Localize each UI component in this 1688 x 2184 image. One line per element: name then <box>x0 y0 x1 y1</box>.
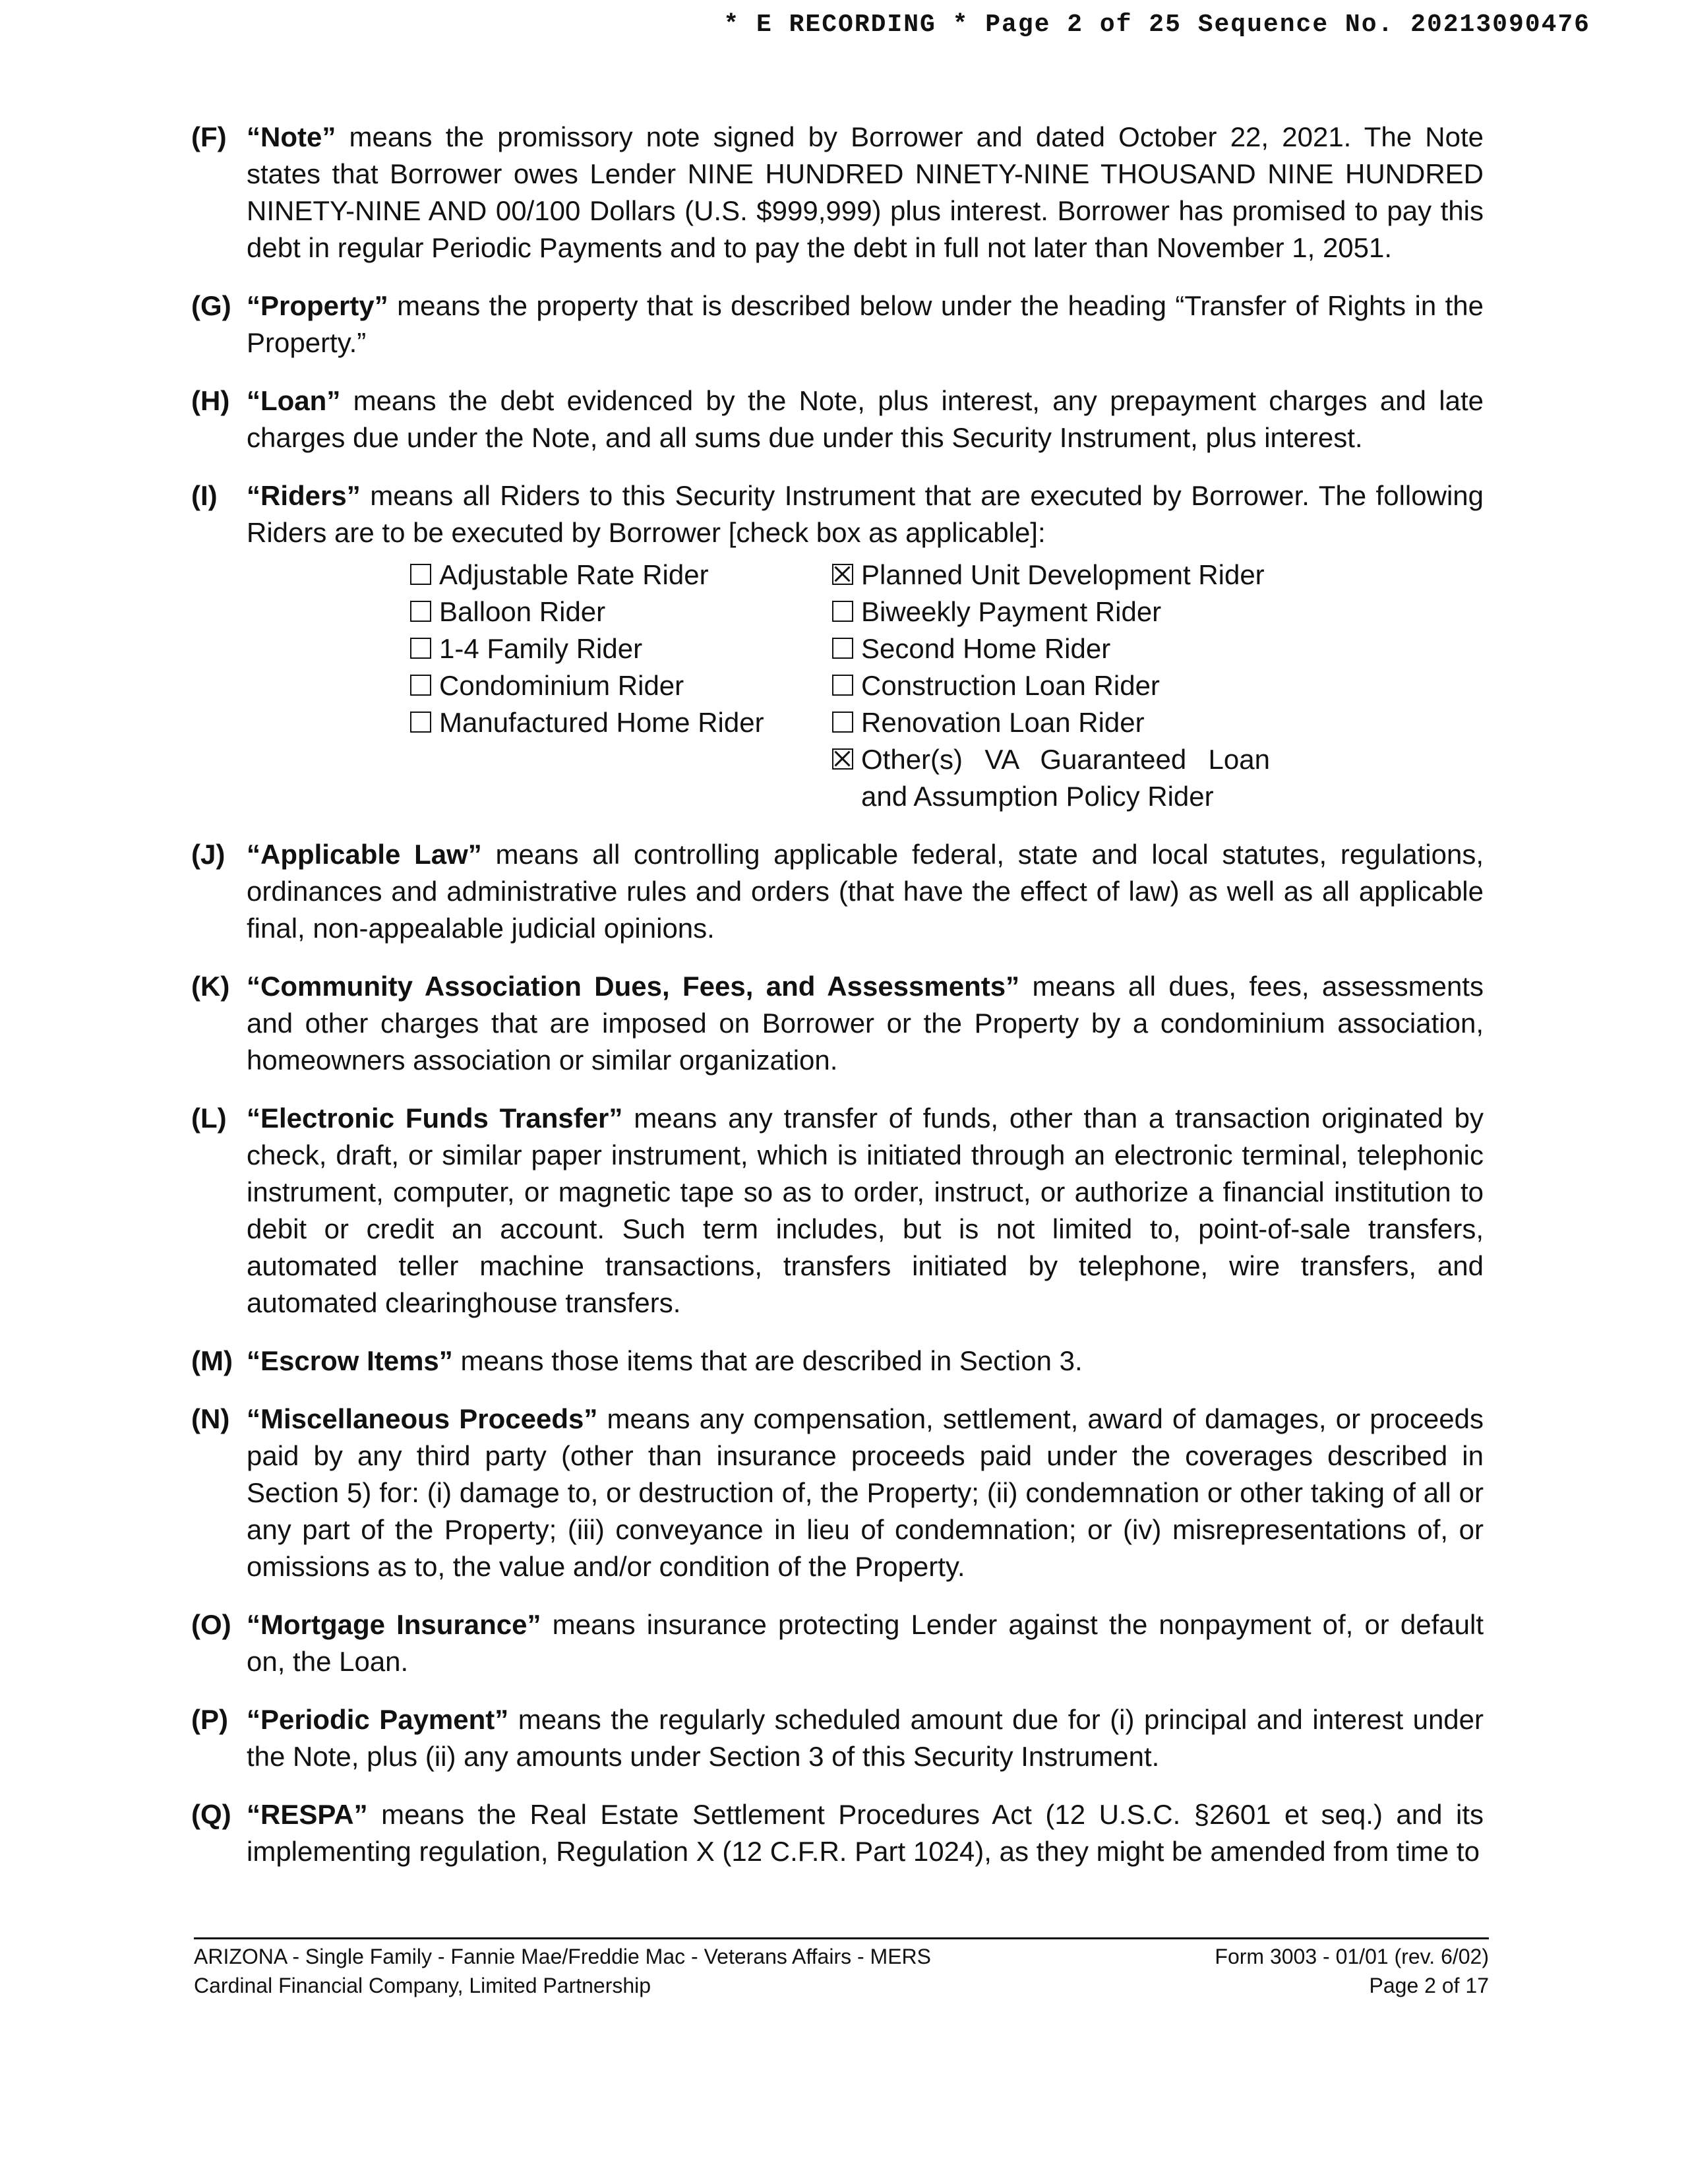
checkbox-icon[interactable] <box>410 712 431 733</box>
definition-text: means the promissory note signed by Borrower and dated October 22, 2021. The Note states that Borrower owes Lender NINE HUNDRED NINETY-NINE THOUSAND NINE HUNDRED NINETY-NINE AND 00/100 Dollars (U.S. $999,999) plus interest. Borrower has promised to pay this debt in regular Periodic Payments and to pay the debt in full not later than November 1, 2051. <box>247 121 1484 263</box>
definition-letter: (G) <box>191 290 231 321</box>
definition-k <box>191 968 1484 1079</box>
document-body <box>191 119 1484 1891</box>
definition-term: “Property” <box>247 290 388 321</box>
definition-m <box>191 1343 1484 1380</box>
rider-label: Manufactured Home Rider <box>439 707 764 738</box>
definition-letter: (M) <box>191 1345 233 1376</box>
footer-form-description: ARIZONA - Single Family - Fannie Mae/Freddie Mac - Veterans Affairs - MERS <box>194 1945 931 1968</box>
checkbox-icon[interactable] <box>832 712 853 733</box>
rider-label: Condominium Rider <box>439 670 684 701</box>
riders-checklist <box>247 557 1484 815</box>
rider-planned-unit-development <box>832 557 1270 593</box>
rider-condominium <box>410 667 832 704</box>
definition-letter: (L) <box>191 1103 227 1134</box>
definition-text: means insurance protecting Lender against the nonpayment of, or default on, the Loan. <box>247 1609 1484 1677</box>
definition-letter: (F) <box>191 121 227 152</box>
footer-divider <box>194 1937 1489 1939</box>
rider-label: Second Home Rider <box>861 633 1111 664</box>
definition-j <box>191 836 1484 947</box>
definition-letter: (J) <box>191 839 226 870</box>
rider-others-va <box>832 741 1270 815</box>
rider-label: Construction Loan Rider <box>861 670 1160 701</box>
definition-text: means those items that are described in Section 3. <box>452 1345 1083 1376</box>
definition-term: “Escrow Items” <box>247 1345 453 1376</box>
definition-term: “Miscellaneous Proceeds” <box>247 1403 598 1434</box>
footer-page-number: Page 2 of 17 <box>1369 1974 1489 1997</box>
definition-n <box>191 1401 1484 1585</box>
page-footer <box>194 1937 1489 2000</box>
definition-letter: (P) <box>191 1704 228 1735</box>
footer-row-2 <box>194 1971 1489 2000</box>
definition-term: “RESPA” <box>247 1799 368 1830</box>
definition-text: means the debt evidenced by the Note, plus interest, any prepayment charges and late charges due under the Note, and all sums due under this Security Instrument, plus interest. <box>247 385 1484 453</box>
definition-term: “Applicable Law” <box>247 839 482 870</box>
definition-term: “Loan” <box>247 385 341 416</box>
definition-text: means the property that is described below under the heading “Transfer of Rights in the Property.” <box>247 290 1484 358</box>
checkbox-icon[interactable] <box>832 748 853 770</box>
riders-column-left <box>410 557 832 815</box>
checkbox-icon[interactable] <box>832 601 853 622</box>
rider-label: Other(s) VA Guaranteed Loan and Assumption Policy Rider <box>861 744 1270 812</box>
definition-term: “Electronic Funds Transfer” <box>247 1103 623 1134</box>
definition-text: means all controlling applicable federal, state and local statutes, regulations, ordinances and administrative rules and orders (that have the effect of law) as well as all applicable final, non-appealable judicial opinions. <box>247 839 1484 944</box>
recording-stamp: * E RECORDING * Page 2 of 25 Sequence No. 20213090476 <box>723 11 1590 39</box>
rider-second-home <box>832 630 1270 667</box>
definition-term: “Mortgage Insurance” <box>247 1609 541 1640</box>
rider-label: Balloon Rider <box>439 596 606 627</box>
definition-letter: (I) <box>191 480 218 511</box>
definition-letter: (Q) <box>191 1799 231 1830</box>
rider-adjustable-rate <box>410 557 832 593</box>
rider-label: Planned Unit Development Rider <box>861 559 1265 590</box>
definition-q <box>191 1796 1484 1870</box>
checkbox-icon[interactable] <box>410 638 431 659</box>
definition-o <box>191 1606 1484 1680</box>
rider-label: Renovation Loan Rider <box>861 707 1145 738</box>
rider-label: 1-4 Family Rider <box>439 633 643 664</box>
checkbox-icon[interactable] <box>832 564 853 585</box>
definition-term: “Community Association Dues, Fees, and Assessments” <box>247 971 1020 1002</box>
rider-manufactured-home <box>410 704 832 741</box>
definition-p <box>191 1701 1484 1775</box>
definition-text: means the regularly scheduled amount due for (i) principal and interest under the Note, plus (ii) any amounts under Section 3 of this Security Instrument. <box>247 1704 1484 1772</box>
definition-text: means any transfer of funds, other than a transaction originated by check, draft, or similar paper instrument, which is initiated through an electronic terminal, telephonic instrument, computer, or magnetic tape so as to order, instruct, or authorize a financial institution to debit or credit an account. Such term includes, but is not limited to, point-of-sale transfers, automated teller machine transactions, transfers initiated by telephone, wire transfers, and automated clearinghouse transfers. <box>247 1103 1484 1318</box>
definition-f <box>191 119 1484 266</box>
definition-text: means any compensation, settlement, award of damages, or proceeds paid by any third party (other than insurance proceeds paid under the coverages described in Section 5) for: (i) damage to, or destruction of, the Property; (ii) condemnation or other taking of all or any part of the Property; (iii) conveyance in lieu of condemnation; or (iv) misrepresentations of, or omissions as to, the value and/or condition of the Property. <box>247 1403 1484 1582</box>
footer-form-number: Form 3003 - 01/01 (rev. 6/02) <box>1215 1945 1489 1968</box>
definition-letter: (H) <box>191 385 230 416</box>
checkbox-icon[interactable] <box>410 564 431 585</box>
definition-l <box>191 1100 1484 1321</box>
definition-letter: (O) <box>191 1609 231 1640</box>
rider-biweekly-payment <box>832 593 1270 630</box>
checkbox-icon[interactable] <box>410 675 431 696</box>
rider-renovation-loan <box>832 704 1270 741</box>
rider-label: Adjustable Rate Rider <box>439 559 709 590</box>
definition-term: “Note” <box>247 121 336 152</box>
checkbox-icon[interactable] <box>832 638 853 659</box>
definition-text: means all Riders to this Security Instrument that are executed by Borrower. The following Riders are to be executed by Borrower [check box as applicable]: <box>247 480 1484 548</box>
rider-1-4-family <box>410 630 832 667</box>
definition-letter: (K) <box>191 971 230 1002</box>
definition-text: means all dues, fees, assessments and other charges that are imposed on Borrower or the Property by a condominium association, homeowners association or similar organization. <box>247 971 1484 1076</box>
definition-i <box>191 477 1484 815</box>
definition-letter: (N) <box>191 1403 230 1434</box>
checkbox-icon[interactable] <box>410 601 431 622</box>
definition-g <box>191 288 1484 361</box>
footer-row-1 <box>194 1942 1489 1971</box>
checkbox-icon[interactable] <box>832 675 853 696</box>
definition-text: means the Real Estate Settlement Procedures Act (12 U.S.C. §2601 et seq.) and its implementing regulation, Regulation X (12 C.F.R. Part 1024), as they might be amended from time to <box>247 1799 1484 1867</box>
rider-balloon <box>410 593 832 630</box>
rider-construction-loan <box>832 667 1270 704</box>
definition-h <box>191 382 1484 456</box>
rider-label: Biweekly Payment Rider <box>861 596 1162 627</box>
definition-term: “Riders” <box>247 480 361 511</box>
footer-lender-name: Cardinal Financial Company, Limited Partnership <box>194 1974 651 1997</box>
definition-term: “Periodic Payment” <box>247 1704 509 1735</box>
riders-column-right <box>832 557 1270 815</box>
